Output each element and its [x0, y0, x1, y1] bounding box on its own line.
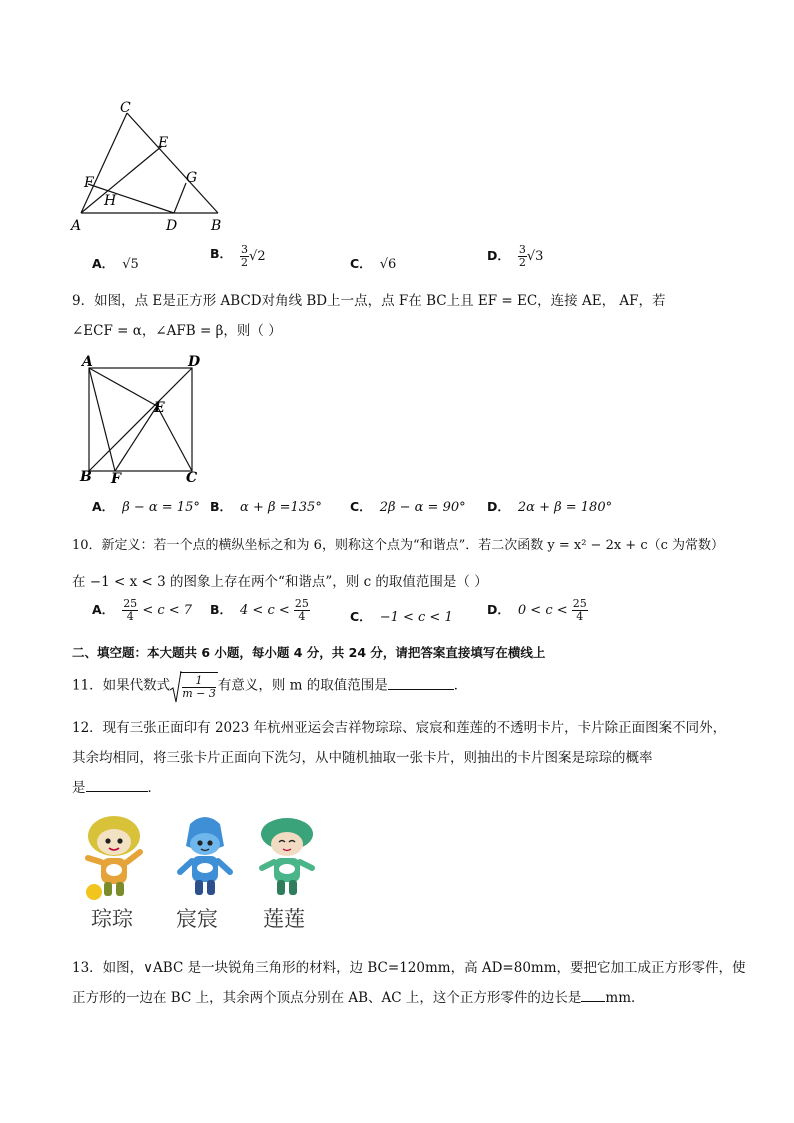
- radical-sign: [170, 670, 182, 704]
- q9-option-b[interactable]: B． α + β =135°: [210, 499, 322, 515]
- square-figure-q9: [78, 352, 206, 487]
- label-e: E: [154, 400, 165, 416]
- q8-option-a[interactable]: A． √5: [92, 256, 139, 272]
- answer-blank[interactable]: [581, 987, 605, 1002]
- q9-stem-line2: ∠ECF = α，∠AFB = β，则（ ）: [72, 323, 282, 339]
- q10-stem-line1: 10．新定义：若一个点的横纵坐标之和为 6，则称这个点为“和谐点”．若二次函数 y = x² − 2x + c（c 为常数）: [72, 538, 725, 553]
- mascot-chenchen-image: [170, 814, 240, 904]
- label-d: D: [188, 354, 201, 370]
- q9-option-c[interactable]: C． 2β − α = 90°: [350, 499, 466, 515]
- label-h: H: [104, 193, 117, 209]
- label-c: C: [120, 100, 131, 116]
- label-e: E: [158, 135, 169, 151]
- q10-option-d[interactable]: D． 0 < c < $\frac{25}{4}$: [487, 597, 587, 623]
- mascot-label-lianlian: 莲莲: [263, 907, 305, 931]
- triangle-figure-q8: [68, 96, 238, 236]
- q9-stem-line1: 9．如图，点 E是正方形 ABCD对角线 BD上一点，点 F在 BC上且 EF = EC，连接 AE， AF，若: [72, 293, 666, 309]
- fraction: $\frac{25}{4}$: [572, 597, 587, 623]
- label-d: D: [166, 218, 178, 234]
- mascot-label-chenchen: 宸宸: [176, 907, 218, 931]
- answer-blank[interactable]: [86, 777, 148, 792]
- q11-stem: 11．如果代数式 $\frac{1}{m - 3}$ 有意义，则 m 的取值范围是 ．: [72, 672, 467, 700]
- fraction: $\frac{3}{2}$: [518, 243, 526, 269]
- radical: $\frac{1}{m - 3}$: [170, 672, 218, 700]
- q10-stem-line2: 在 −1 < x < 3 的图象上存在两个“和谐点”，则 c 的取值范围是（ ）: [72, 574, 488, 590]
- label-a: A: [82, 354, 93, 370]
- fraction: $\frac{3}{2}$: [241, 243, 249, 269]
- q9-option-a[interactable]: A． β − α = 15°: [92, 499, 200, 515]
- label-f: F: [84, 175, 94, 191]
- mascot-congcong-image: [74, 814, 154, 904]
- mascot-lianlian-image: [252, 814, 322, 904]
- answer-blank[interactable]: [388, 675, 454, 690]
- q9-option-d[interactable]: D． 2α + β = 180°: [487, 499, 613, 515]
- q8-option-d[interactable]: D． $\frac{3}{2}$ √3: [487, 243, 544, 269]
- q8-option-b[interactable]: B． $\frac{3}{2}$ √2: [210, 243, 266, 269]
- q10-option-a[interactable]: A． $\frac{25}{4}$ < c < 7: [92, 597, 193, 623]
- q12-stem-line2: 其余均相同，将三张卡片正面向下洗匀，从中随机抽取一张卡片，则抽出的卡片图案是琮琮的概率: [72, 750, 653, 766]
- fraction: $\frac{25}{4}$: [294, 597, 309, 623]
- label-f: F: [111, 471, 121, 487]
- q8-option-c[interactable]: C． √6: [350, 256, 397, 272]
- label-c: C: [186, 470, 198, 486]
- q10-option-c[interactable]: C． −1 < c < 1: [350, 609, 453, 625]
- label-b: B: [80, 469, 92, 485]
- q13-stem-line1: 13．如图，∨ABC 是一块锐角三角形的材料，边 BC=120mm，高 AD=80mm，要把它加工成正方形零件，使: [72, 960, 746, 976]
- q10-option-b[interactable]: B． 4 < c < $\frac{25}{4}$: [210, 597, 309, 623]
- label-g: G: [186, 170, 198, 186]
- q13-stem-line2: 正方形的一边在 BC 上，其余两个顶点分别在 AB、AC 上，这个正方形零件的边长是 mm．: [72, 986, 645, 1006]
- section-heading: 二、填空题：本大题共 6 小题，每小题 4 分，共 24 分，请把答案直接填写在横线上: [72, 645, 546, 660]
- q12-stem-line3: 是 ．: [72, 776, 161, 796]
- label-b: B: [211, 218, 222, 234]
- label-a: A: [71, 218, 82, 234]
- q12-stem-line1: 12．现有三张正面印有 2023 年杭州亚运会吉祥物琮琮、宸宸和莲莲的不透明卡片，卡片除正面图案不同外，: [72, 720, 727, 736]
- mascot-label-congcong: 琮琮: [91, 907, 133, 931]
- fraction: $\frac{25}{4}$: [123, 597, 138, 623]
